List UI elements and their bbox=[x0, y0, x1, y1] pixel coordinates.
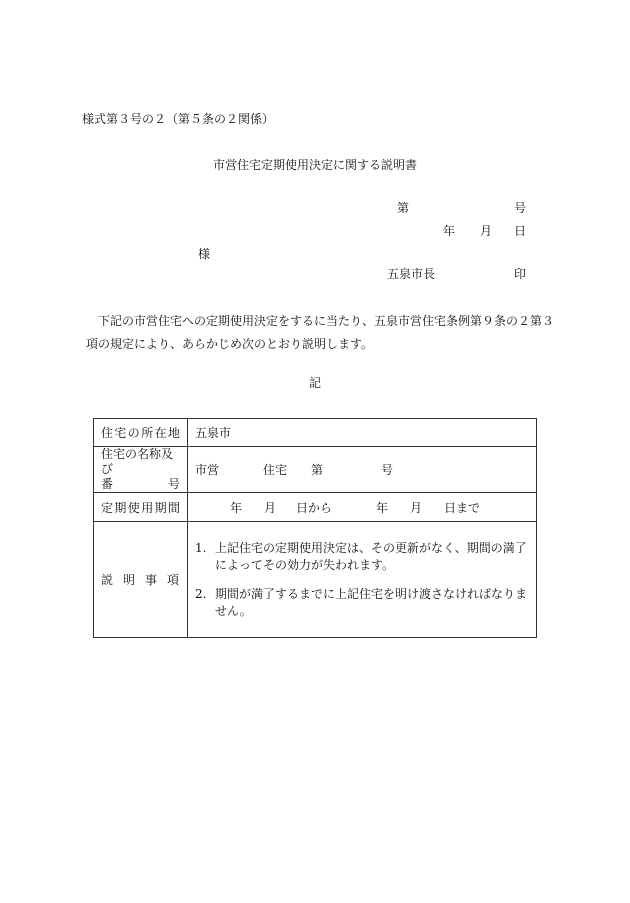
period-month-2: 月 bbox=[410, 500, 423, 515]
item-number: 2. bbox=[195, 586, 207, 601]
period-label-cell bbox=[94, 493, 188, 522]
form-number-label: 様式第３号の２（第５条の２関係） bbox=[82, 112, 275, 126]
explain-value-cell bbox=[188, 522, 537, 638]
period-day-until: 日まで bbox=[444, 500, 481, 515]
location-value-cell bbox=[188, 419, 537, 447]
document-title: 市営住宅定期使用決定に関する説明書 bbox=[212, 158, 417, 172]
item-text: 上記住宅の定期使用決定は、その更新がなく、期間の満了によってその効力が失われます。 bbox=[215, 540, 527, 572]
date-year-label: 年 bbox=[443, 224, 456, 238]
table-row bbox=[94, 447, 537, 493]
body-paragraph: 下記の市営住宅への定期使用決定をするに当たり、五泉市営住宅条例第９条の２第３項の規定により、あらかじめ次のとおり説明します。 bbox=[86, 314, 555, 351]
location-value: 五泉市 bbox=[195, 426, 232, 440]
period-value-cell bbox=[188, 493, 537, 522]
list-item bbox=[195, 540, 530, 574]
period-year-2: 年 bbox=[376, 500, 389, 515]
ki-heading: 記 bbox=[308, 376, 321, 390]
list-item bbox=[195, 586, 530, 620]
item-text: 期間が満了するまでに上記住宅を明け渡さなければなりません。 bbox=[215, 586, 528, 618]
seal-mark: 印 bbox=[514, 267, 527, 281]
name-shiei: 市営 bbox=[195, 463, 220, 477]
explain-label: 説明事項 bbox=[94, 522, 188, 638]
name-label-go: 号 bbox=[167, 477, 180, 491]
name-jutaku: 住宅 bbox=[263, 463, 288, 477]
table-row bbox=[94, 522, 537, 638]
location-label-cell bbox=[94, 419, 188, 447]
table-row bbox=[94, 493, 537, 522]
period-month-1: 月 bbox=[264, 500, 277, 515]
period-year-1: 年 bbox=[230, 500, 243, 515]
addressee-honorific: 様 bbox=[198, 247, 211, 261]
name-label-line2 bbox=[101, 477, 180, 492]
date-month-label: 月 bbox=[480, 224, 493, 238]
explain-list bbox=[195, 540, 530, 620]
name-label-cell bbox=[94, 447, 188, 493]
name-label-ban: 番 bbox=[101, 477, 114, 491]
table-row bbox=[94, 419, 537, 447]
name-label-line1: 住宅の名称及び bbox=[101, 447, 174, 476]
details-table bbox=[93, 418, 537, 638]
name-go: 号 bbox=[381, 463, 394, 477]
reference-dai: 第 bbox=[397, 201, 410, 215]
reference-go: 号 bbox=[514, 201, 527, 215]
period-day-from: 日から bbox=[296, 500, 333, 515]
item-number: 1. bbox=[195, 540, 207, 555]
name-dai: 第 bbox=[311, 463, 324, 477]
location-label: 住宅の所在地 bbox=[101, 426, 180, 440]
issuer-name: 五泉市長 bbox=[387, 267, 436, 281]
name-value-cell bbox=[188, 447, 537, 493]
date-day-label: 日 bbox=[514, 224, 527, 238]
period-label: 定期使用期間 bbox=[101, 500, 180, 515]
